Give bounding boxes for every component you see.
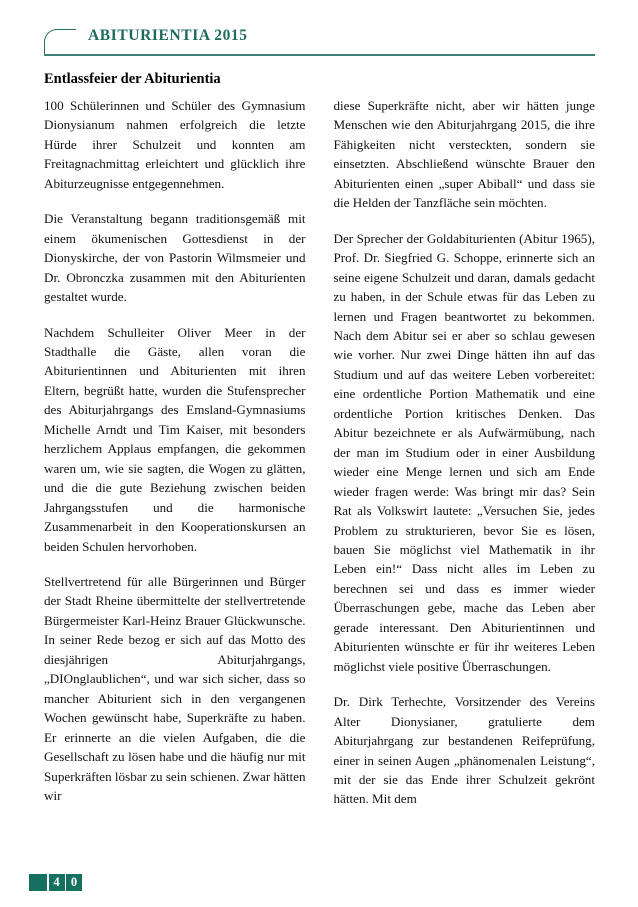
paragraph: Die Veranstaltung begann traditionsgemäß mit einem ökumenischen Gottesdienst in der Dionyskirche, der von Pastorin Wilmsmeier und Dr. Obronczka zusammen mit den Abiturienten gestaltet wurde. (44, 211, 306, 305)
folio-digit-ones: 0 (66, 874, 82, 891)
paragraph: 100 Schülerinnen und Schüler des Gymnasium Dionysianum nahmen erfolgreich die letzte Hürde ihrer Schulzeit und konnten am Freitagnachmittag erleichtert und glücklich ihre Abiturzeugnisse entgegennehmen. (44, 98, 306, 191)
article-title: Entlassfeier der Abiturientia (44, 70, 221, 87)
folio-digit-tens: 4 (49, 874, 65, 891)
page-number-folio (29, 874, 82, 891)
rounded-bracket-icon (44, 29, 76, 55)
paragraph: diese Superkräfte nicht, aber wir hätten junge Menschen wie den Abiturjahrgang 2015, die ihre Fähigkeiten nicht versteckten, sondern sie einsetzten. Abschließend wünschte Brauer den Abiturienten einen „super Abiball“ und dass sie die Helden der Tanzfläche sein möchten. (333, 98, 595, 211)
header-divider (44, 54, 595, 56)
paragraph: Nachdem Schulleiter Oliver Meer in der Stadthalle die Gäste, allen voran die Abiturientinnen und Abiturienten mit ihren Eltern, begrüßt hatte, wurden die Stufensprecher des Abiturjahrgangs des Emsland-Gymnasiums Michelle Arndt und Tim Kaiser, mit besonders herzlichem Applaus empfangen, die gekommen waren um, wie sie sagten, die Wogen zu glätten, und die die gute Beziehung zwischen beiden Jahrgangsstufen und die harmonische Zusammenarbeit in den Kooperationskursen an beiden Schulen hervorhoben. (44, 324, 306, 554)
text-column-left (44, 96, 306, 868)
text-column-right (334, 96, 596, 868)
article-body (44, 96, 595, 868)
running-header-title: ABITURIENTIA 2015 (88, 27, 248, 44)
paragraph: Der Sprecher der Goldabiturienten (Abitur 1965), Prof. Dr. Siegfried G. Schoppe, erinnerte sich an seine eigene Schulzeit und daran, damals gedacht zu haben, in der Schule etwas für das Leben zu lernen und Fragen beantwortet zu bekommen. Nach dem Abitur sei er aber so schlau gewesen wie vorher. Nur zwei Dinge hätten ihn auf das Studium und auf das weitere Leben vorbereitet: eine ordentliche Portion Mathematik und eine ordentliche Portion kritisches Denken. Das Abitur bezeichnete er als Aufwärmübung, nach der man im Studium oder in einer Ausbildung wieder eine Menge lernen und sich am Ende wieder fragen werde: Was bringt mir das? Sein Rat als Volkswirt lautete: „Versuchen Sie, jedes Problem zu strukturieren, bevor Sie es lösen, bauen Sie möglichst viel Mathematik in ihr Leben ein!“ Dass nicht alles im Leben zu berechnen sei und dass es immer wieder Überraschungen gebe, mache das Leben aber gerade interessant. Den Abiturientinnen und Abiturienten wünschte er für ihr weiteres Leben möglichst viele positive Überraschungen. (333, 230, 595, 674)
folio-accent-block (29, 874, 47, 891)
paragraph: Dr. Dirk Terhechte, Vorsitzender des Vereins Alter Dionysianer, gratulierte dem Abiturjahrgang zur bestandenen Reifeprüfung, einer in seinen Augen „phänomenalen Leistung“, mit der sie das Ende ihrer Schulzeit gekrönt hätten. Mit dem (333, 694, 595, 807)
paragraph: Stellvertretend für alle Bürgerinnen und Bürger der Stadt Rheine übermittelte der stellvertretende Bürgermeister Karl-Heinz Brauer Glückwunsche. In seiner Rede bezog er sich auf das Motto des diesjährigen Abiturjahrgangs, „DIOnglaublichen“, und war sich sicher, dass so mancher Abiturient sich in den vergangenen Wochen gewünscht habe, Superkräfte zu haben. Er erinnerte an die vielen Aufgaben, die die Gesellschaft zu lösen habe und die häufig nur mit Superkräften lösbar zu sein schienen. Zwar hätten wir (44, 573, 306, 803)
running-header (44, 27, 595, 59)
